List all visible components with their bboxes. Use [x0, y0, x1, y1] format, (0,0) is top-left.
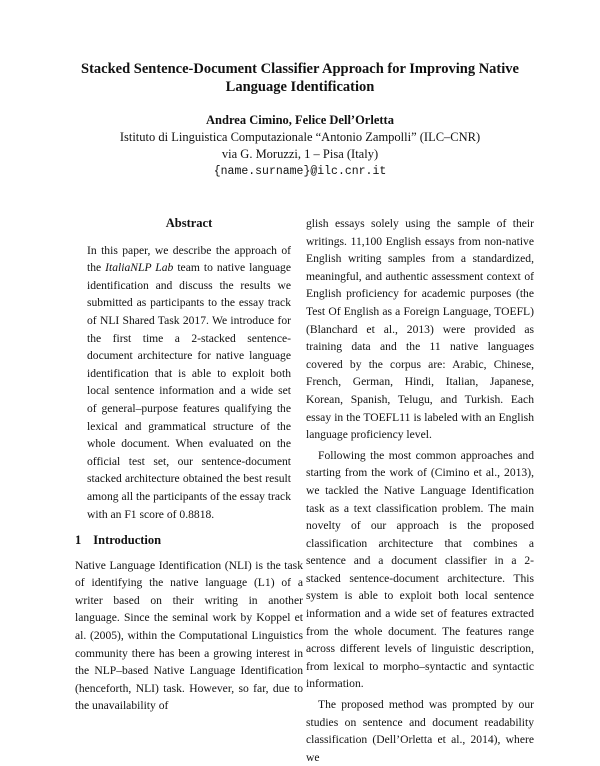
team-name: ItaliaNLP Lab [105, 261, 174, 275]
affiliation: Istituto di Linguistica Computazionale “Antonio Zampolli” (ILC–CNR) [119, 130, 481, 144]
address: via G. Moruzzi, 1 – Pisa (Italy) [221, 147, 379, 161]
section-heading-introduction [75, 532, 303, 550]
paragraph-approach: Following the most common approaches and starting from the work of (Cimino et al., 2013), we tackled the Native Language Identification task as a text classification problem. The main novelty of our approach is the proposed classification architecture that combines a sentence and a document classifier in a 2-stacked sentence-document architecture. This system is able to exploit both local sentence information and a wide set of features extracted from the whole document. The features range across different levels of linguistic description, from lexical to morpho–syntactic and syntactic information. [306, 448, 534, 691]
paragraph-continued: glish essays solely using the sample of their writings. 11,100 English essays from non-native English writing samples from a standardized, meaningful, and authentic assessment context of English proficiency for academic purposes (the Test Of English as a Foreign Language, TOEFL) (Blanchard et al., 2013) were provided as training data and the 11 native languages covered by the corpus are: Arabic, Chinese, French, German, Hindi, Italian, Japanese, Korean, Spanish, Telugu, and Turkish. Each essay in the TOEFL11 is labeled with an English language proficiency level. [306, 217, 534, 442]
author-block [60, 112, 540, 180]
abstract-heading: Abstract [165, 216, 213, 230]
section-number: 1 [75, 533, 82, 548]
abstract-text-rest: team to native language identification and discuss the results we submitted as participants to the essay track of NLI Shared Task 2017. We introduce for the first time a 2-stacked sentence-document architecture for native language identification that is able to exploit both local sentence information and a wide set of general–purpose features qualifying the lexical and grammatical structure of the whole document. When evaluated on the official test set, our sentence-document stacked architecture obtained the best result among all the participants of the essay track with an F1 score of 0.8818. [87, 261, 291, 521]
abstract-body [75, 242, 303, 524]
paper-title: Stacked Sentence-Document Classifier Approach for Improving Native Language Identification [81, 61, 519, 95]
paragraph-method: The proposed method was prompted by our studies on sentence and document readability classification (Dell’Orletta et al., 2014), where we [306, 698, 534, 764]
abstract-text-start: In this paper, we describe the approach of the [87, 243, 291, 275]
section-title: Introduction [93, 533, 162, 548]
author-names: Andrea Cimino, Felice Dell’Orletta [206, 113, 394, 127]
abstract-text [87, 242, 291, 524]
intro-paragraph: Native Language Identification (NLI) is the task of identifying the native language (L1) of a writer based on their writing in another language. Since the seminal work by Koppel et al. (2005), within the Computational Linguistics community there has been a growing interest in the NLP–based Native Language Identification (henceforth, NLI) task. However, so far, due to the unavailability of [75, 558, 303, 713]
email: {name.surname}@ilc.cnr.it [213, 165, 387, 178]
left-column [75, 215, 303, 715]
right-column [306, 215, 534, 766]
